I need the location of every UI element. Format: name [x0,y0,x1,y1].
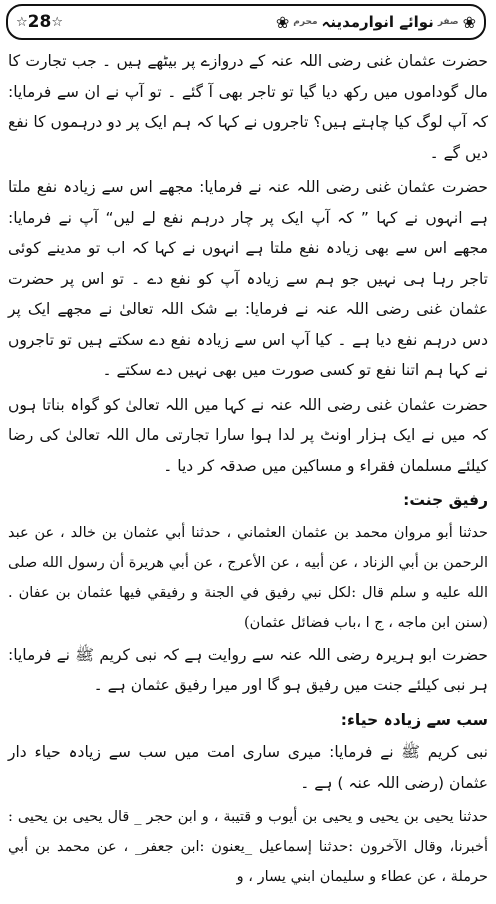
star-icon: ☆ [16,14,28,30]
flower-ornament-icon: ❀ [275,12,290,32]
paragraph: حضرت عثمان غنی رضی اللہ عنہ نے فرمایا: مجھے اس سے زیادہ نفع ملتا ہے انہوں نے کہا ” کہ آپ ایک پر چار درہم نفع لے لیں“ آپ نے فرمایا: مجھے اس سے بھی زیادہ نفع ملتا ہے انہوں نے کہا کہ اب تو مدینے کوئی تاجر رہا ہی نہیں جو ہم سے زیادہ آپ کو نفع دے ۔ تو اس پر حضرت عثمان غنی رضی اللہ عنہ نے فرمایا: بے شک اللہ تعالیٰ نے مجھے ایک پر دس درہم نفع دیا ہے ۔ کیا آپ اس سے زیادہ نفع دے سکتے ہیں تو تاجروں نے کہا ہم اتنا نفع تو کسی صورت میں بھی نہیں دے سکتے ۔ [8,178,488,379]
header-month-right: صفر [437,17,459,27]
star-icon: ☆ [51,14,63,30]
urdu-translation: حضرت ابو ہریرہ رضی اللہ عنہ سے روایت ہے کہ نبی کریم ﷺ نے فرمایا: ہر نبی کیلئے جنت میں رفیق ہو گا اور میرا رفیق عثمان ہے ۔ [8,645,488,694]
arabic-hadith: حدثنا أبو مروان محمد بن عثمان العثماني ، حدثنا أبي عثمان بن خالد ، عن عبد الرحمن بن أبي الزناد ، عن أبيه ، عن الأعرج ، عن أبي هريرة أن رسول الله صلى الله عليه و سلم قال :لكل نبي رفيق في الجنة و رفيقي فيها عثمان بن عفان . (سنن ابن ماجه ، ج ا ،باب فضائل عثمان) [8,524,488,631]
header-title-group [63,13,476,32]
page-number-group [16,12,63,32]
flower-ornament-icon: ❀ [462,12,476,32]
page-header [6,4,486,40]
paragraph: حضرت عثمان غنی رضی اللہ عنہ کے دروازے پر بیٹھے ہیں ۔ جب تجارت کا مال گوداموں میں رکھ دیا گیا تو تاجر بھی آ گئے ۔ تو آپ نے ان سے فرمایا: کہ آپ لوگ کیا چاہتے ہیں؟ تاجروں نے کہا کہ ہم ایک پر دو درہموں کا نفع دیں گے ۔ [8,52,488,162]
urdu-translation: نبی کریم ﷺ نے فرمایا: میری ساری امت میں سب سے زیادہ حیاء دار عثمان (رضی اللہ عنہ ) ہے ۔ [8,743,488,792]
section-heading-haya: سب سے زیادہ حیاء: [340,710,488,729]
paragraph: حضرت عثمان غنی رضی اللہ عنہ نے کہا میں اللہ تعالیٰ کو گواہ بناتا ہوں کہ میں نے ایک ہزار اونٹ پر لدا ہوا سارا تجارتی مال اللہ تعالیٰ کی رضا کیلئے مسلمان فقراء و مساکین میں صدقہ کر دیا ۔ [8,395,488,475]
page-body [8,46,488,894]
book-title: نوائے انوارمدینہ [321,13,434,31]
arabic-hadith: حدثنا يحيى بن يحيى و يحيى بن أيوب و قتيبة ، و ابن حجر _ قال يحيى بن يحيى : أخبرنا، وقال الآخرون :حدثنا إسماعيل _يعنون :ابن جعفر_ ، عن محمد بن أبي حرملة ، عن عطاء و سليمان ابني يسار ، و [8,809,488,885]
header-month-left: محرم [293,17,318,27]
section-heading-rafiq: رفیق جنت: [403,491,488,509]
page-number: 28 [27,12,52,32]
